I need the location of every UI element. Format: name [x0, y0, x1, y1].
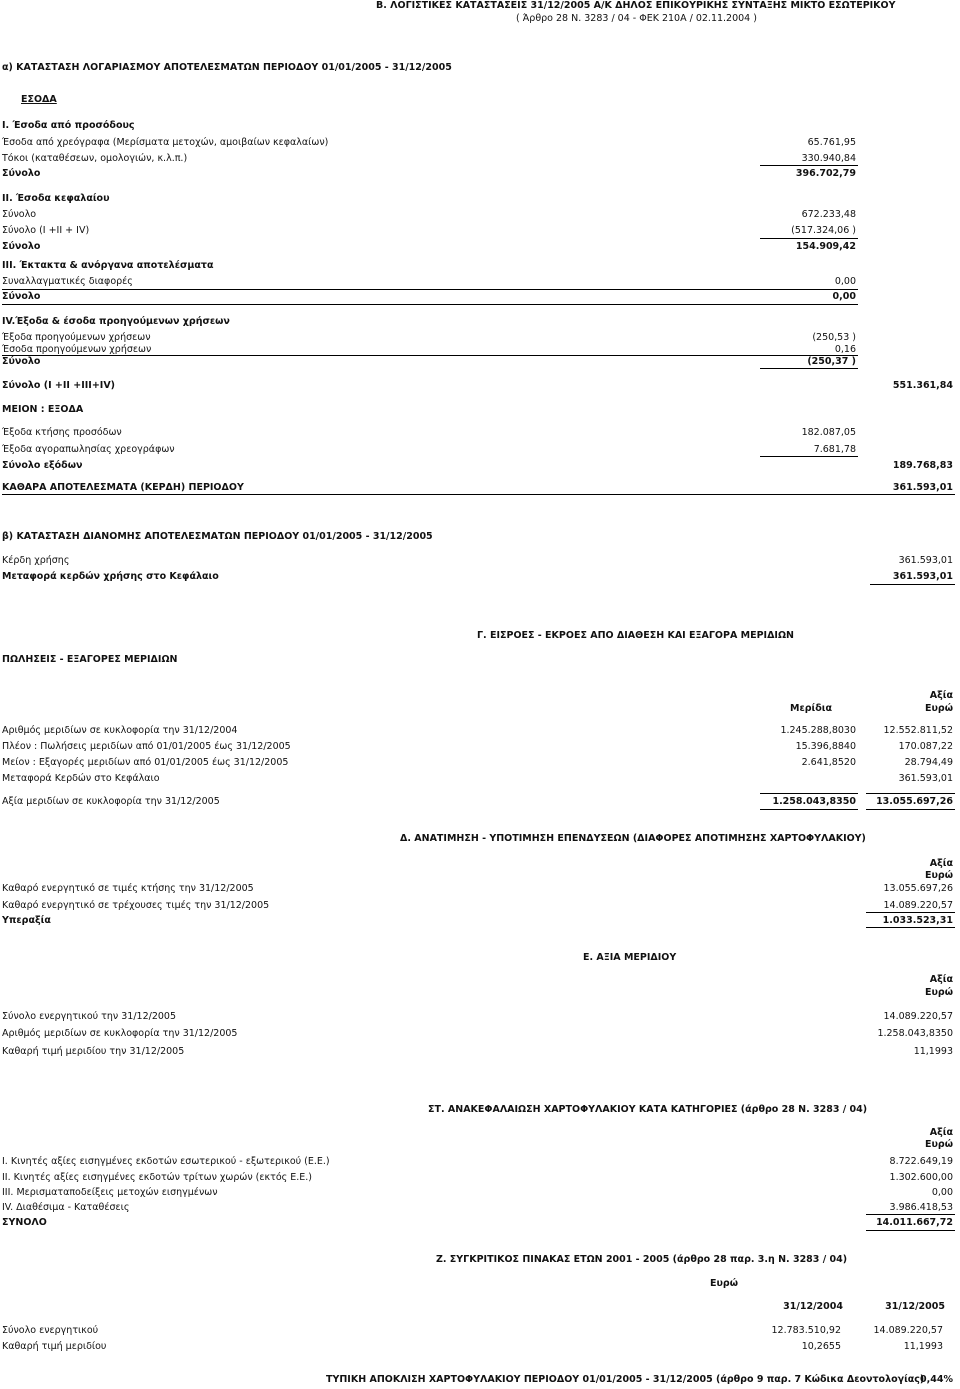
less-expenses-heading: ΜΕΙΟΝ : ΕΞΟΔΑ — [2, 404, 84, 415]
c-row2-value: 170.087,22 — [898, 741, 953, 752]
s2-total-value: 154.909,42 — [795, 241, 856, 252]
s1-total-label: Σύνολο — [2, 168, 41, 179]
section-z-title: Ζ. ΣΥΓΚΡΙΤΙΚΟΣ ΠΙΝΑΚΑΣ ΕΤΩΝ 2001 - 2005 (άρθρο 28 παρ. 3.η Ν. 3283 / 04) — [436, 1254, 848, 1265]
s4-total-value: (250,37 ) — [807, 356, 856, 367]
s4-heading: ΙV.Έξοδα & έσοδα προηγούμενων χρήσεων — [2, 316, 230, 327]
section-e-title: Ε. ΑΞΙΑ ΜΕΡΙΔΙΟΥ — [583, 952, 677, 963]
section-b-title: β) ΚΑΤΑΣΤΑΣΗ ΔΙΑΝΟΜΗΣ ΑΠΟΤΕΛΕΣΜΑΤΩΝ ΠΕΡΙΟΔΟΥ 01/01/2005 - 31/12/2005 — [2, 531, 433, 542]
st-row1-value: 8.722.649,19 — [889, 1156, 953, 1167]
s4-bottom-rule — [760, 368, 858, 369]
income-heading: ΕΣΟΔΑ — [21, 94, 57, 105]
section-c-title: Γ. ΕΙΣΡΟΕΣ - ΕΚΡΟΕΣ ΑΠΟ ΔΙΑΘΕΣΗ ΚΑΙ ΕΞΑΓΟΡΑ ΜΕΡΙΔΙΩΝ — [477, 630, 794, 641]
e-row3-label: Καθαρή τιμή μεριδίου την 31/12/2005 — [2, 1046, 185, 1057]
st-row3-value: 0,00 — [931, 1187, 953, 1198]
d-total-value: 1.033.523,31 — [882, 915, 953, 926]
z-col-2004-header: 31/12/2004 — [783, 1301, 843, 1312]
c-total-units: 1.258.043,8350 — [772, 796, 856, 807]
d-row2-value: 14.089.220,57 — [883, 900, 953, 911]
z-row2-2005: 11,1993 — [903, 1341, 943, 1352]
c-row1-value: 12.552.811,52 — [883, 725, 953, 736]
c-row3-units: 2.641,8520 — [801, 757, 856, 768]
e-value-header-1: Αξία — [929, 974, 953, 985]
d-row1-value: 13.055.697,26 — [883, 883, 953, 894]
c-value-bottom-rule — [866, 809, 955, 810]
z-row1-2004: 12.783.510,92 — [771, 1325, 841, 1336]
s3-row1-value: 0,00 — [834, 276, 856, 287]
c-row2-label: Πλέον : Πωλήσεις μεριδίων από 01/01/2005 έως 31/12/2005 — [2, 741, 291, 752]
s3-total-value: 0,00 — [832, 291, 856, 302]
st-total-value: 14.011.667,72 — [876, 1217, 953, 1228]
c-row4-label: Μεταφορά Κερδών στο Κεφάλαιο — [2, 773, 160, 784]
z-row1-label: Σύνολο ενεργητικού — [2, 1325, 99, 1336]
s2-row2-label: Σύνολο (Ι +ΙΙ + ΙV) — [2, 225, 90, 236]
st-row2-value: 1.302.600,00 — [889, 1172, 953, 1183]
st-row4-label: ΙV. Διαθέσιμα - Καταθέσεις — [2, 1202, 130, 1213]
s1-row2-label: Τόκοι (καταθέσεων, ομολογιών, κ.λ.π.) — [2, 153, 188, 164]
transfer-rule — [870, 584, 955, 585]
s2-total-label: Σύνολο — [2, 241, 41, 252]
d-value-header-2: Ευρώ — [925, 870, 953, 881]
c-total-label: Αξία μεριδίων σε κυκλοφορία την 31/12/2005 — [2, 796, 220, 807]
e-row1-label: Σύνολο ενεργητικού την 31/12/2005 — [2, 1011, 177, 1022]
s4-row1-value: (250,53 ) — [812, 332, 856, 343]
st-value-header-1: Αξία — [929, 1127, 953, 1138]
s4-row2-value: 0,16 — [834, 344, 856, 355]
c-row2-units: 15.396,8840 — [795, 741, 856, 752]
c-row1-units: 1.245.288,8030 — [780, 725, 856, 736]
c-row3-label: Μείον : Εξαγορές μεριδίων από 01/01/2005 έως 31/12/2005 — [2, 757, 289, 768]
c-value-top-rule — [866, 793, 955, 794]
s4-row2-label: Έσοδα προηγούμενων χρήσεων — [2, 344, 152, 355]
section-d-title: Δ. ΑΝΑΤΙΜΗΣΗ - ΥΠΟΤΙΜΗΣΗ ΕΠΕΝΔΥΣΕΩΝ (ΔΙΑΦΟΡΕΣ ΑΠΟΤΙΜΗΣΗΣ ΧΑΡΤΟΦΥΛΑΚΙΟΥ) — [400, 833, 866, 844]
d-row2-label: Καθαρό ενεργητικό σε τρέχουσες τιμές την 31/12/2005 — [2, 900, 270, 911]
section-c-subtitle: ΠΩΛΗΣΕΙΣ - ΕΞΑΓΟΡΕΣ ΜΕΡΙΔΙΩΝ — [2, 654, 178, 665]
z-currency: Ευρώ — [710, 1278, 738, 1289]
st-row3-label: ΙΙΙ. Μερισματαποδείξεις μετοχών εισηγμένων — [2, 1187, 218, 1198]
report-subtitle: ( Άρθρο 28 Ν. 3283 / 04 - ΦΕΚ 210Α / 02.11.2004 ) — [516, 13, 757, 24]
s2-row1-label: Σύνολο — [2, 209, 37, 220]
c-units-bottom-rule — [760, 809, 858, 810]
s2-row1-value: 672.233,48 — [801, 209, 856, 220]
e-row3-value: 11,1993 — [913, 1046, 953, 1057]
s3-total-label: Σύνολο — [2, 291, 41, 302]
c-row4-value: 361.593,01 — [898, 773, 953, 784]
s1-heading: Ι. Έσοδα από προσόδους — [2, 120, 135, 131]
s1-total-value: 396.702,79 — [795, 168, 856, 179]
st-row2-label: ΙΙ. Κινητές αξίες εισηγμένες εκδοτών τρίτων χωρών (εκτός Ε.Ε.) — [2, 1172, 312, 1183]
e-row2-value: 1.258.043,8350 — [877, 1028, 953, 1039]
expenses-rule — [760, 456, 858, 457]
st-row1-label: Ι. Κινητές αξίες εισηγμένες εκδοτών εσωτερικού - εξωτερικού (Ε.Ε.) — [2, 1156, 330, 1167]
s3-heading: ΙΙΙ. Έκτακτα & ανόργανα αποτελέσματα — [2, 260, 214, 271]
st-row4-value: 3.986.418,53 — [889, 1202, 953, 1213]
e-row2-label: Αριθμός μεριδίων σε κυκλοφορία την 31/12/2005 — [2, 1028, 238, 1039]
st-total-label: ΣΥΝΟΛΟ — [2, 1217, 47, 1228]
s1-row1-value: 65.761,95 — [807, 137, 856, 148]
d-total-label: Υπεραξία — [2, 915, 51, 926]
expense2-value: 7.681,78 — [813, 444, 856, 455]
profits-value: 361.593,01 — [898, 555, 953, 566]
st-bottom-rule — [866, 1230, 955, 1231]
section-a-title: α) ΚΑΤΑΣΤΑΣΗ ΛΟΓΑΡΙΑΣΜΟΥ ΑΠΟΤΕΛΕΣΜΑΤΩΝ ΠΕΡΙΟΔΟΥ 01/01/2005 - 31/12/2005 — [2, 62, 452, 73]
expense1-value: 182.087,05 — [801, 427, 856, 438]
expense1-label: Έξοδα κτήσης προσόδων — [2, 427, 122, 438]
st-total-rule — [866, 1214, 955, 1215]
s3-row1-label: Συναλλαγματικές διαφορές — [2, 276, 133, 287]
s4-total-label: Σύνολο — [2, 356, 41, 367]
d-row1-label: Καθαρό ενεργητικό σε τιμές κτήσης την 31/12/2005 — [2, 883, 254, 894]
s3-total-rule — [2, 289, 858, 290]
e-row1-value: 14.089.220,57 — [883, 1011, 953, 1022]
s4-total-rule — [2, 355, 858, 356]
st-value-header-2: Ευρώ — [925, 1139, 953, 1150]
value-column-header-2: Ευρώ — [925, 703, 953, 714]
c-total-value: 13.055.697,26 — [876, 796, 953, 807]
s1-row2-value: 330.940,84 — [801, 153, 856, 164]
net-result-label: ΚΑΘΑΡΑ ΑΠΟΤΕΛΕΣΜΑΤΑ (ΚΕΡΔΗ) ΠΕΡΙΟΔΟΥ — [2, 482, 244, 493]
s1-total-rule — [760, 165, 858, 166]
c-row3-value: 28.794,49 — [904, 757, 953, 768]
c-units-top-rule — [760, 793, 858, 794]
expense2-label: Έξοδα αγοραπωλησίας χρεογράφων — [2, 444, 175, 455]
e-value-header-2: Ευρώ — [925, 987, 953, 998]
c-row1-label: Αριθμός μεριδίων σε κυκλοφορία την 31/12/2004 — [2, 725, 238, 736]
z-row1-2005: 14.089.220,57 — [873, 1325, 943, 1336]
expenses-total-value: 189.768,83 — [892, 460, 953, 471]
report-title: Β. ΛΟΓΙΣΤΙΚΕΣ ΚΑΤΑΣΤΑΣΕΙΣ 31/12/2005 Α/Κ ΔΗΛΟΣ ΕΠΙΚΟΥΡΙΚΗΣ ΣΥΝΤΑΞΗΣ ΜΙΚΤΟ ΕΣΩΤΕΡΙΚΟΥ — [376, 0, 896, 11]
net-result-value: 361.593,01 — [892, 482, 953, 493]
units-column-header: Μερίδια — [790, 703, 832, 714]
d-value-header-1: Αξία — [929, 858, 953, 869]
d-bottom-rule — [866, 927, 955, 928]
grand-total-label: Σύνολο (Ι +ΙΙ +ΙΙΙ+ΙV) — [2, 380, 116, 391]
value-column-header-1: Αξία — [929, 690, 953, 701]
std-deviation-label: ΤΥΠΙΚΗ ΑΠΟΚΛΙΣΗ ΧΑΡΤΟΦΥΛΑΚΙΟΥ ΠΕΡΙΟΔΟΥ 01/01/2005 - 31/12/2005 (άρθρο 9 παρ. 7 Κώδικα Δεοντολογίας) — [326, 1374, 925, 1385]
profits-label: Κέρδη χρήσης — [2, 555, 70, 566]
section-st-title: ΣΤ. ΑΝΑΚΕΦΑΛΑΙΩΣΗ ΧΑΡΤΟΦΥΛΑΚΙΟΥ ΚΑΤΑ ΚΑΤΗΓΟΡΙΕΣ (άρθρο 28 Ν. 3283 / 04) — [428, 1104, 868, 1115]
z-row2-label: Καθαρή τιμή μεριδίου — [2, 1341, 107, 1352]
s4-row1-label: Έξοδα προηγούμενων χρήσεων — [2, 332, 151, 343]
std-deviation-value: 0,44% — [920, 1374, 953, 1385]
s2-heading: ΙΙ. Έσοδα κεφαλαίου — [2, 193, 110, 204]
grand-total-value: 551.361,84 — [892, 380, 953, 391]
transfer-value: 361.593,01 — [892, 571, 953, 582]
expenses-total-label: Σύνολο εξόδων — [2, 460, 83, 471]
z-col-2005-header: 31/12/2005 — [885, 1301, 945, 1312]
s1-row1-label: Έσοδα από χρεόγραφα (Μερίσματα μετοχών, αμοιβαίων κεφαλαίων) — [2, 137, 329, 148]
s2-total-rule — [760, 238, 858, 239]
s2-row2-value: (517.324,06 ) — [791, 225, 856, 236]
s3-bottom-rule — [2, 304, 858, 305]
net-result-rule — [2, 494, 955, 495]
z-row2-2004: 10,2655 — [801, 1341, 841, 1352]
d-total-rule — [866, 912, 955, 913]
transfer-label: Μεταφορά κερδών χρήσης στο Κεφάλαιο — [2, 571, 219, 582]
